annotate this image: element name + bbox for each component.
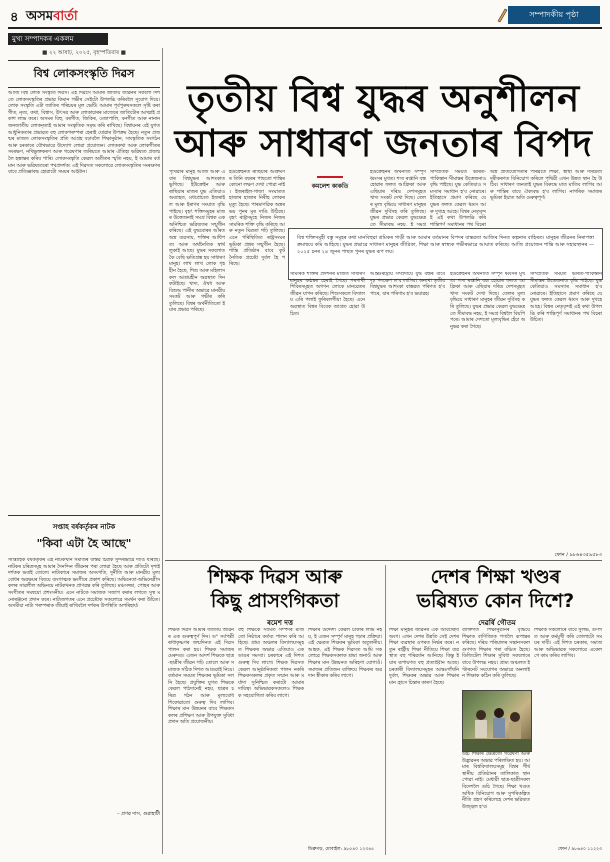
- divider: [8, 87, 160, 88]
- column2-title: সপ্তাহ বৰ্ষকৰ্তৃকৰ নাটক: [52, 522, 116, 531]
- newspaper-logo: [26, 5, 84, 25]
- header-rule: [8, 27, 602, 29]
- lead-col-4: সাম্প্ৰতিক সময়ত ভাৰত-পাকিস্তান সীমান্তৰ উত্তেজনাও বৃদ্ধি পাইছে। যুদ্ধ কেতিয়াও সমস্যাৰ সমাধান হ'ব নোৱাৰে। ইতিহাসে প্ৰমাণ কৰিছে যে যুদ্ধৰ ফলত কেৱল ধ্বংস আৰু দুখহে আহে। বিশ্বৰ নেতৃবৃন্দই এই কথা উপলব্ধি কৰি শান্তিপূৰ্ণ সমাধানৰ পথ বিচৰা: [430, 170, 486, 226]
- lead-author: কমলেশ কাকতি: [311, 183, 349, 190]
- section-divider: [165, 560, 602, 561]
- editorial-body: আজি বিশ্ব লোক সংস্কৃতি দিৱস। এই দিৱসে আমাৰ জাতীয় জীৱনৰ সকলো দিশতে লোকসংস্কৃতিৰ প্ৰভাৱ কিমান গভীৰ সেইটো উপলব্ধি কৰিবলৈ সুযোগ দিয়ে। লোক সংস্কৃতি এটা জাতিৰ পৰিচয়ৰ মূল ভেটি। আমাৰ পূৰ্বপুৰুষসকলে সৃষ্টি কৰা গীত, নৃত্য, কথা, বিশ্বাস, উৎসৱ আৰু লোকাচাৰৰ মাজেৰে জাতিটোৰ আত্মাই প্ৰকাশ লাভ কৰে। অসমৰ বিহু, বৰগীত, জিকিৰ, ওজাপালি, বনগীত আৰু নানান জনজাতীয় লোকনৃত্যই আমাৰ সংস্কৃতিক সমৃদ্ধ কৰি ৰাখিছে। বিশ্বায়নৰ এই যুগত আধুনিকতাৰ প্ৰভাৱত বহু লোকপৰম্পৰা হেৰাই যোৱাৰ উপক্ৰম হৈছে। নতুন প্ৰজন্মৰ মাজত লোকসংস্কৃতিৰ প্ৰতি আগ্ৰহ বঢ়াবলৈ শিক্ষানুষ্ঠান, সাংস্কৃতিক সংগঠন আৰু চৰকাৰে যৌথভাৱে উদ্যোগ লোৱা প্ৰয়োজন। লোককথা আৰু লোকগীতৰ সংৰক্ষণ, নথিভুক্তকৰণ আৰু গৱেষণাৰ জৰিয়তে আমাৰ ঐতিহ্য ভৱিষ্যত প্ৰজন্মলৈ হস্তান্তৰ কৰিব পাৰি। লোকসংস্কৃতি কেৱল অতীতৰ স্মৃতি নহয়, ই আমাৰ বৰ্তমান আৰু ভৱিষ্যতৰো পথপ্ৰদৰ্শক। এই দিৱসত সকলোৱে লোকসংস্কৃতিৰ সংৰক্ষণৰ বাবে প্ৰতিজ্ঞাবদ্ধ হোৱাটো সময়ৰ আহ্বান।: [8, 91, 160, 176]
- students-photo: [462, 690, 532, 752]
- date-line: ■ ২২ আষাঢ়, ২০২৫, বৃহস্পতিবাৰ ■: [42, 50, 126, 56]
- lead-col-3: ইউক্ৰেইনৰ অৰ্থনীতি সম্পূৰ্ণ ধ্বংসৰ মুখত। শস্য ৰপ্তানি বন্ধ হোৱাৰ ফলত আফ্ৰিকা আৰু এছিয়াৰ দৰিদ্ৰ দেশসমূহত খাদ্য সংকট দেখা দিছে। তেলৰ মূল্য বৃদ্ধিয়ে সাধাৰণ মানুহৰ জীৱন দুৰ্বিসহ কৰি তুলিছে। যুদ্ধৰ প্ৰভাৱ কেৱল যুদ্ধক্ষেত্ৰতে সীমাবদ্ধ নহয়, ই সমগ্ৰ: [370, 170, 426, 226]
- column2-signoff: – প্ৰণৱ দাস, গুৱাহাটী: [117, 811, 160, 817]
- column2-body: সাপ্তাহিক বৰ্ষকৰ্তৃকৰ এই নাটকখনি সমাজৰ বাস্তৱ চিত্ৰক সুন্দৰভাৱে দাঙি ধৰিছে। নাটকৰ চৰিত্ৰসমূহ আমাৰ দৈনন্দিন জীৱনৰ পৰা লোৱা হৈছে আৰু প্ৰতিটো দৃশ্যই দৰ্শকক ভবাই তোলে। নাট্যকাৰে সমাজৰ অসংগতি, দুৰ্নীতি আৰু মানৱীয় মূল্যবোধৰ অৱক্ষয়ৰ বিষয়ে ব্যংগাত্মক ভংগীৰে প্ৰকাশ কৰিছে। অভিনেতা-অভিনেত্ৰীসকলৰ সাৱলীল অভিনয়ে নাটকখনক প্ৰাণৱন্ত কৰি তুলিছে। মঞ্চসজ্জা, পোহৰ আৰু সংগীতৰ সমন্বয়ো প্ৰশংসনীয়। এনে নাটকে সমাজক সজাগ কৰাৰ লগতে সুস্থ মনোৰঞ্জনো প্ৰদান কৰে। নাট্যজগতৰ এনে প্ৰচেষ্টাক সকলোৱে সমৰ্থন কৰা উচিত। অসমীয়া নাট্য পৰম্পৰাক জীয়াই ৰাখিবলৈ দৰ্শকৰ উপস্থিতি অপৰিহাৰ্য।: [8, 558, 160, 610]
- column2-subtitle: "কিবা এটা হৈ আছে": [36, 537, 132, 550]
- lead-col-6: সামৰিক শক্তিৰ প্ৰদৰ্শনৰ মাজত সাধাৰণ মানুহৰ কণ্ঠস্বৰ হেৰাই গৈছে। শৰণাৰ্থী শিবিৰসমূহত অগণন লোকে মানৱেতৰ জীৱন যাপন কৰিছে। শিশুসকলে বিদ্যালয় এৰি পলাই ফুৰিবলগীয়া হৈছে। এনে অৱস্থাত বিশ্বৰ বিবেক জাগ্ৰত হোৱা উচিত।: [290, 272, 365, 317]
- article3-col-2: ব্যক্তিগত শিক্ষানুষ্ঠানৰ বৃদ্ধিয়ে শিক্ষাক বাণিজ্যিক পণ্যলৈ ৰূপান্তৰ কৰিছে। দৰিদ্ৰ পৰিয়ালৰ সন্তানসকল গুণগত শিক্ষাৰ পৰা বঞ্চিত হৈছে। ডিজিটেল শিক্ষাৰ সুবিধা সকলোৰে বাবে উপলব্ধ নহয়। গ্ৰাম্য অঞ্চলত ইণ্টাৰনেট সংযোগৰ অভাৱে অনলাইন শিক্ষাক কঠিন কৰি তুলিছে।: [462, 628, 530, 680]
- lead-col-1: পৃথিৱীৰ মানুহ আজি আৰু এবাৰ বিশ্বযুদ্ধৰ আশংকাত ভুগিছে। ইউক্ৰেইন আৰু ৰাছিয়াৰ মাজৰ যুদ্ধ এতিয়াও অব্যাহত, মধ্যপ্ৰাচ্যত ইজৰাইল আৰু ইৰাণৰ সংঘাত বৃদ্ধি পাইছে। বৃহৎ শক্তিসমূহৰ মাজৰ উত্তেজনাই সমগ্ৰ বিশ্বক এক অনিশ্চিত ভৱিষ্যতৰ সন্মুখীন কৰিছে। এই যুদ্ধবোৰৰ আঁৰত অস্ত্ৰ ব্যৱসায়, শক্তিৰ আধিপত্য আৰু অৰ্থনৈতিক স্বাৰ্থ লুকাই আছে। যুদ্ধৰ সকলোতকৈ বেছি ক্ষতিগ্ৰস্ত হয় সাধাৰণ মানুহ। লাখ লাখ লোক গৃহহীন হৈছে, শিশু আৰু মহিলাসকল আশ্ৰয়হীন অৱস্থাত দিন কটাইছে। খাদ্য, ঔষধ আৰু বিশুদ্ধ পানীৰ অভাৱে মানৱীয় সংকট আৰু গভীৰ কৰি তুলিছে। বিশ্বৰ অৰ্থনীতিতো ইয়াৰ প্ৰভাৱ পৰিছে।: [169, 170, 225, 314]
- article2-col-1: শিক্ষক দিৱস আমাৰ জাতীয় জীৱনৰ এক গুৰুত্বপূৰ্ণ দিন। ড° সৰ্বপল্লী ৰাধাকৃষ্ণণৰ জন্মদিনত এই দিৱস পালন কৰা হয়। শিক্ষক সমাজৰ মেৰুদণ্ড। এজন আদৰ্শ শিক্ষকে ছাত্ৰ-ছাত্ৰীৰ জীৱন গঢ়ি তোলে আৰু সমাজক সঠিক দিশত আগুৱাই নিয়ে। বৰ্তমান সময়ত শিক্ষকৰ ভূমিকা সলনি হৈছে। প্ৰযুক্তিৰ যুগত শিক্ষকে কেৱল পাঠদানেই নহয়, ছাত্ৰৰ চৰিত্ৰ গঠন আৰু মূল্যবোধ শিকোৱাতো গুৰুত্ব দিব লাগিব। শিক্ষাৰ মান উন্নয়নৰ বাবে শিক্ষকসকলৰ প্ৰশিক্ষণ আৰু উপযুক্ত সুবিধা প্ৰদান অতি প্ৰয়োজনীয়।: [168, 628, 234, 726]
- lead-headline-line1: তৃতীয় বিশ্ব যুদ্ধৰ অনুশীলন: [187, 77, 580, 120]
- lead-contact: ফোন / ৯৮৬৪৩৫৯৫৮৩: [554, 552, 602, 558]
- lead-byline-block: [290, 176, 370, 192]
- article3-col-4: শিক্ষাক সকলোৰে বাবে সুলভ, গুণগত আৰু কৰ্মমুখী কৰি তোলাটো সময়ৰ দাবী। এই দিশত চৰকাৰ, সমাজ আৰু অভিভাৱক সকলোৱে একেলগে কাম কৰিব লাগিব।: [534, 628, 602, 660]
- lead-col-2: ইউক্ৰেইনত ৰাছিয়াৰ আক্ৰমণৰ তিনি বছৰৰ পাছতো শান্তিৰ কোনো লক্ষণ দেখা পোৱা নাই। ইজৰাইল-গাজা সংঘাতত হাজাৰ হাজাৰ নিৰীহ লোকৰ মৃত্যু হৈছে। পাৰমাণৱিক অস্ত্ৰৰ ভয় পুনৰ মূৰ দাঙি উঠিছে। বৃহৎ ৰাষ্ট্ৰসমূহে নিজৰ নিজৰ সামৰিক শক্তি বৃদ্ধি কৰিছে আৰু নতুন মিত্ৰতা গঢ়ি তুলিছে। এনে পৰিস্থিতিত ৰাষ্ট্ৰসংঘৰ ভূমিকা প্ৰশ্নৰ সন্মুখীন হৈছে। শান্তি প্ৰতিষ্ঠাৰ বাবে কূটনৈতিক প্ৰচেষ্টা দুৰ্বল হৈ পৰিছে।: [229, 170, 285, 268]
- article3-headline-line1: দেশৰ শিক্ষা খণ্ডৰ: [430, 566, 561, 588]
- pen-icon: [496, 7, 508, 23]
- page-number: ৪: [10, 10, 19, 25]
- article2-headline-line2: কিছু প্ৰাসংগিকতা: [210, 590, 340, 612]
- editor-column-label: মুখ্য সম্পাদকৰ একলম: [8, 33, 108, 45]
- article2-col-2: বহু শিক্ষকে সীমিত সম্পদৰ মাজতো নিষ্ঠাৰে কৰ্তব্য পালন কৰি আহিছে। গ্ৰাম্য অঞ্চলৰ বিদ্যালয়সমূহত শিক্ষকৰ অভাৱ এতিয়াও এক ডাঙৰ সমস্যা। চৰকাৰে এই দিশত গুৰুত্ব দিব লাগে। শিক্ষক দিৱসত কেৱল আনুষ্ঠানিকতা পালন নকৰি শিক্ষকসকলৰ প্ৰকৃত সন্মান আৰু মৰ্যাদা সুনিশ্চিত কৰাটো আমাৰ দায়িত্ব। অভিভাৱকসকলেও শিক্ষকক সহযোগিতা কৰিব লাগে।: [238, 628, 304, 699]
- students-photo-illustration: [463, 691, 531, 751]
- lead-col-7: আন্তঃৰাষ্ট্ৰীয় সম্প্ৰদায়ে যুদ্ধ বন্ধৰ বাবে দৃঢ় পদক্ষেপ ল'ব লাগিব। অন্যথা তৃতীয় বিশ্বযুদ্ধৰ আশংকা বাস্তৱত পৰিণত হ'ব পাৰে, যাৰ পৰিণাম হ'ব ভয়াৱহ।: [370, 272, 445, 297]
- lead-quote-box: বিশ্ব শক্তিসমূহী বস্তু সমূহৰ কথা মানবিহুৱা শ্ৰমিকৰ গাড়ী আৰু আমাৰ বৰ্তমানৰ বিপদৰ বাস্তৱতা আজিৰ দিনত কল্পনাৰ বাহিৰত। মানুহৰ জীৱনৰ নিৰাপত্তা ক্ৰমান্বয়ে কমি আহিছে। যুদ্ধৰ প্ৰভাৱে সাধাৰণ মানুহৰ জীৱিকা, শিক্ষা আৰু স্বাস্থ্যক গভীৰভাৱে আঘাত কৰিছে। আজি প্ৰয়োজন শান্তি আৰু সহাৱস্থানৰ — ২০২৫ চনৰ ২৪ জুনৰ পাছত পুনৰ যুদ্ধৰ ৰূপ লয়।: [288, 228, 603, 280]
- section-tag-label: সম্পাদকীয় পৃষ্ঠা: [529, 9, 579, 19]
- article2-author: ৰমেশ দত্ত: [267, 618, 293, 627]
- lead-col-5: অস্ত্ৰ প্ৰতিযোগিতাৰ পৰিৱৰ্তে শিক্ষা, স্বাস্থ্য আৰু দৰিদ্ৰতা দূৰীকৰণত বিনিয়োগ কৰিলে পৃথিৱী এখন উন্নত স্থান হৈ উঠিব। সাধাৰণ জনতাই যুদ্ধৰ বিৰুদ্ধে মাত মাতিব লাগিব আৰু শান্তিৰ বাবে ঐক্যবদ্ধ হ'ব লাগিব। নাগৰিক সমাজৰ ভূমিকা ইয়াত অতি গুৰুত্বপূৰ্ণ।: [490, 170, 602, 202]
- article3-author: দেৱৰ্ষি গৌতম: [478, 618, 516, 627]
- left-column: [8, 47, 160, 819]
- article3-headline-line2: ভৱিষ্যত কোন দিশে?: [416, 590, 575, 612]
- article3-headline: [389, 565, 602, 613]
- editorial-title: বিশ্ব লোকসংস্কৃতি দিৱস: [33, 67, 135, 80]
- column-divider: [385, 565, 386, 855]
- lead-headline-line2: আৰু সাধাৰণ জনতাৰ বিপদ: [174, 122, 593, 165]
- logo-part2: বাৰ্তা: [53, 9, 78, 24]
- article2-col-3: শিক্ষাৰ উদ্দেশ্য কেৱল চাকৰি লাভ নহয়, ই এজন সম্পূৰ্ণ মানুহ গঢ়াৰ প্ৰক্ৰিয়া। এই ক্ষেত্ৰত শিক্ষকৰ ভূমিকা অতুলনীয়। আহক, এই শিক্ষক দিৱসত আমি সকলোৱে শিক্ষকসকলক শ্ৰদ্ধা জনাওঁ আৰু শিক্ষাৰ মান উন্নয়নত অৰিহণা যোগাওঁ। সমাজৰ প্ৰতিজন ব্যক্তিয়ে শিক্ষকৰ অৱদান স্বীকাৰ কৰিব লাগে।: [308, 628, 382, 680]
- article3-col-1: শিক্ষা মানুহৰ জীৱনৰ এক অবিচ্ছেদ্য অংগ। এখন দেশৰ উন্নতি সেই দেশৰ শিক্ষা ব্যৱস্থাৰ ওপৰত নিৰ্ভৰ কৰে। নতুন ৰাষ্ট্ৰীয় শিক্ষা নীতিয়ে শিক্ষা ব্যৱস্থাত বহু পৰিৱৰ্তন আনিছে। কিন্তু ইয়াৰ ৰূপায়ণত বহু প্ৰত্যাহ্বান আছে। চৰকাৰী বিদ্যালয়সমূহৰ আন্তঃগাঁথনি দুৰ্বল, শিক্ষকৰ অভাৱ আৰু শিক্ষাৰ মান হ্ৰাসে চিন্তাৰ কাৰণ হৈছে।: [389, 628, 459, 686]
- lead-headline: [165, 78, 602, 166]
- divider: [8, 60, 160, 61]
- article3-col-3: উচ্চ শিক্ষাৰ ক্ষেত্ৰতো গৱেষণা আৰু উদ্ভাৱনৰ অভাৱ পৰিলক্ষিত হয়। আমাৰ বিশ্ববিদ্যালয়সমূহ বিশ্বৰ শীৰ্ষস্থানীয় প্ৰতিষ্ঠানৰ তালিকাত স্থান পোৱা নাই। মেধাৱী ছাত্ৰ-ছাত্ৰীসকল বিদেশলৈ গুচি গৈছে। শিক্ষা খণ্ডত অধিক বিনিয়োগ আৰু সুপৰিকল্পিত নীতি গ্ৰহণ কৰিলেহে দেশৰ ভৱিষ্যত উজ্জ্বল হ'ব।: [462, 752, 530, 810]
- article2-headline: [168, 565, 382, 613]
- article2-headline-line1: শিক্ষক দিৱস আৰু: [207, 566, 343, 588]
- lead-col-9: সাম্প্ৰতিক সময়ত ভাৰত-পাকিস্তান সীমান্তৰ উত্তেজনাও বৃদ্ধি পাইছে। যুদ্ধ কেতিয়াও সমস্যাৰ সমাধান হ'ব নোৱাৰে। ইতিহাসে প্ৰমাণ কৰিছে যে যুদ্ধৰ ফলত কেৱল ধ্বংস আৰু দুখহে আহে। বিশ্বৰ নেতৃবৃন্দই এই কথা উপলব্ধি কৰি শান্তিপূৰ্ণ সমাধানৰ পথ বিচৰা উচিত।: [530, 272, 602, 324]
- article2-signoff: ডিব্ৰুগড়, মোবাইল: ৯৮৫৪০ ১২৩৪৫: [308, 847, 375, 852]
- article3-signoff: ফোন / ৯৮৬৪০ ১১২২৩: [557, 847, 602, 852]
- section-tag: [508, 6, 600, 24]
- logo-part1: অসম: [26, 9, 54, 24]
- byline-rule: [317, 176, 343, 178]
- lead-col-8: ইউক্ৰেইনৰ অৰ্থনীতি সম্পূৰ্ণ ধ্বংসৰ মুখত। শস্য ৰপ্তানি বন্ধ হোৱাৰ ফলত আফ্ৰিকা আৰু এছিয়াৰ দৰিদ্ৰ দেশসমূহত খাদ্য সংকট দেখা দিছে। তেলৰ মূল্য বৃদ্ধিয়ে সাধাৰণ মানুহৰ জীৱন দুৰ্বিসহ কৰি তুলিছে। যুদ্ধৰ প্ৰভাৱ কেৱল যুদ্ধক্ষেত্ৰতে সীমাবদ্ধ নহয়, ই সমগ্ৰ বিশ্বলৈ বিয়পি পৰে। আমাৰ দেশতো মূল্যবৃদ্ধিৰ হেঁচা অনুভৱ কৰা গৈছে।: [450, 272, 525, 330]
- divider: [8, 515, 160, 516]
- column-divider: [162, 48, 163, 854]
